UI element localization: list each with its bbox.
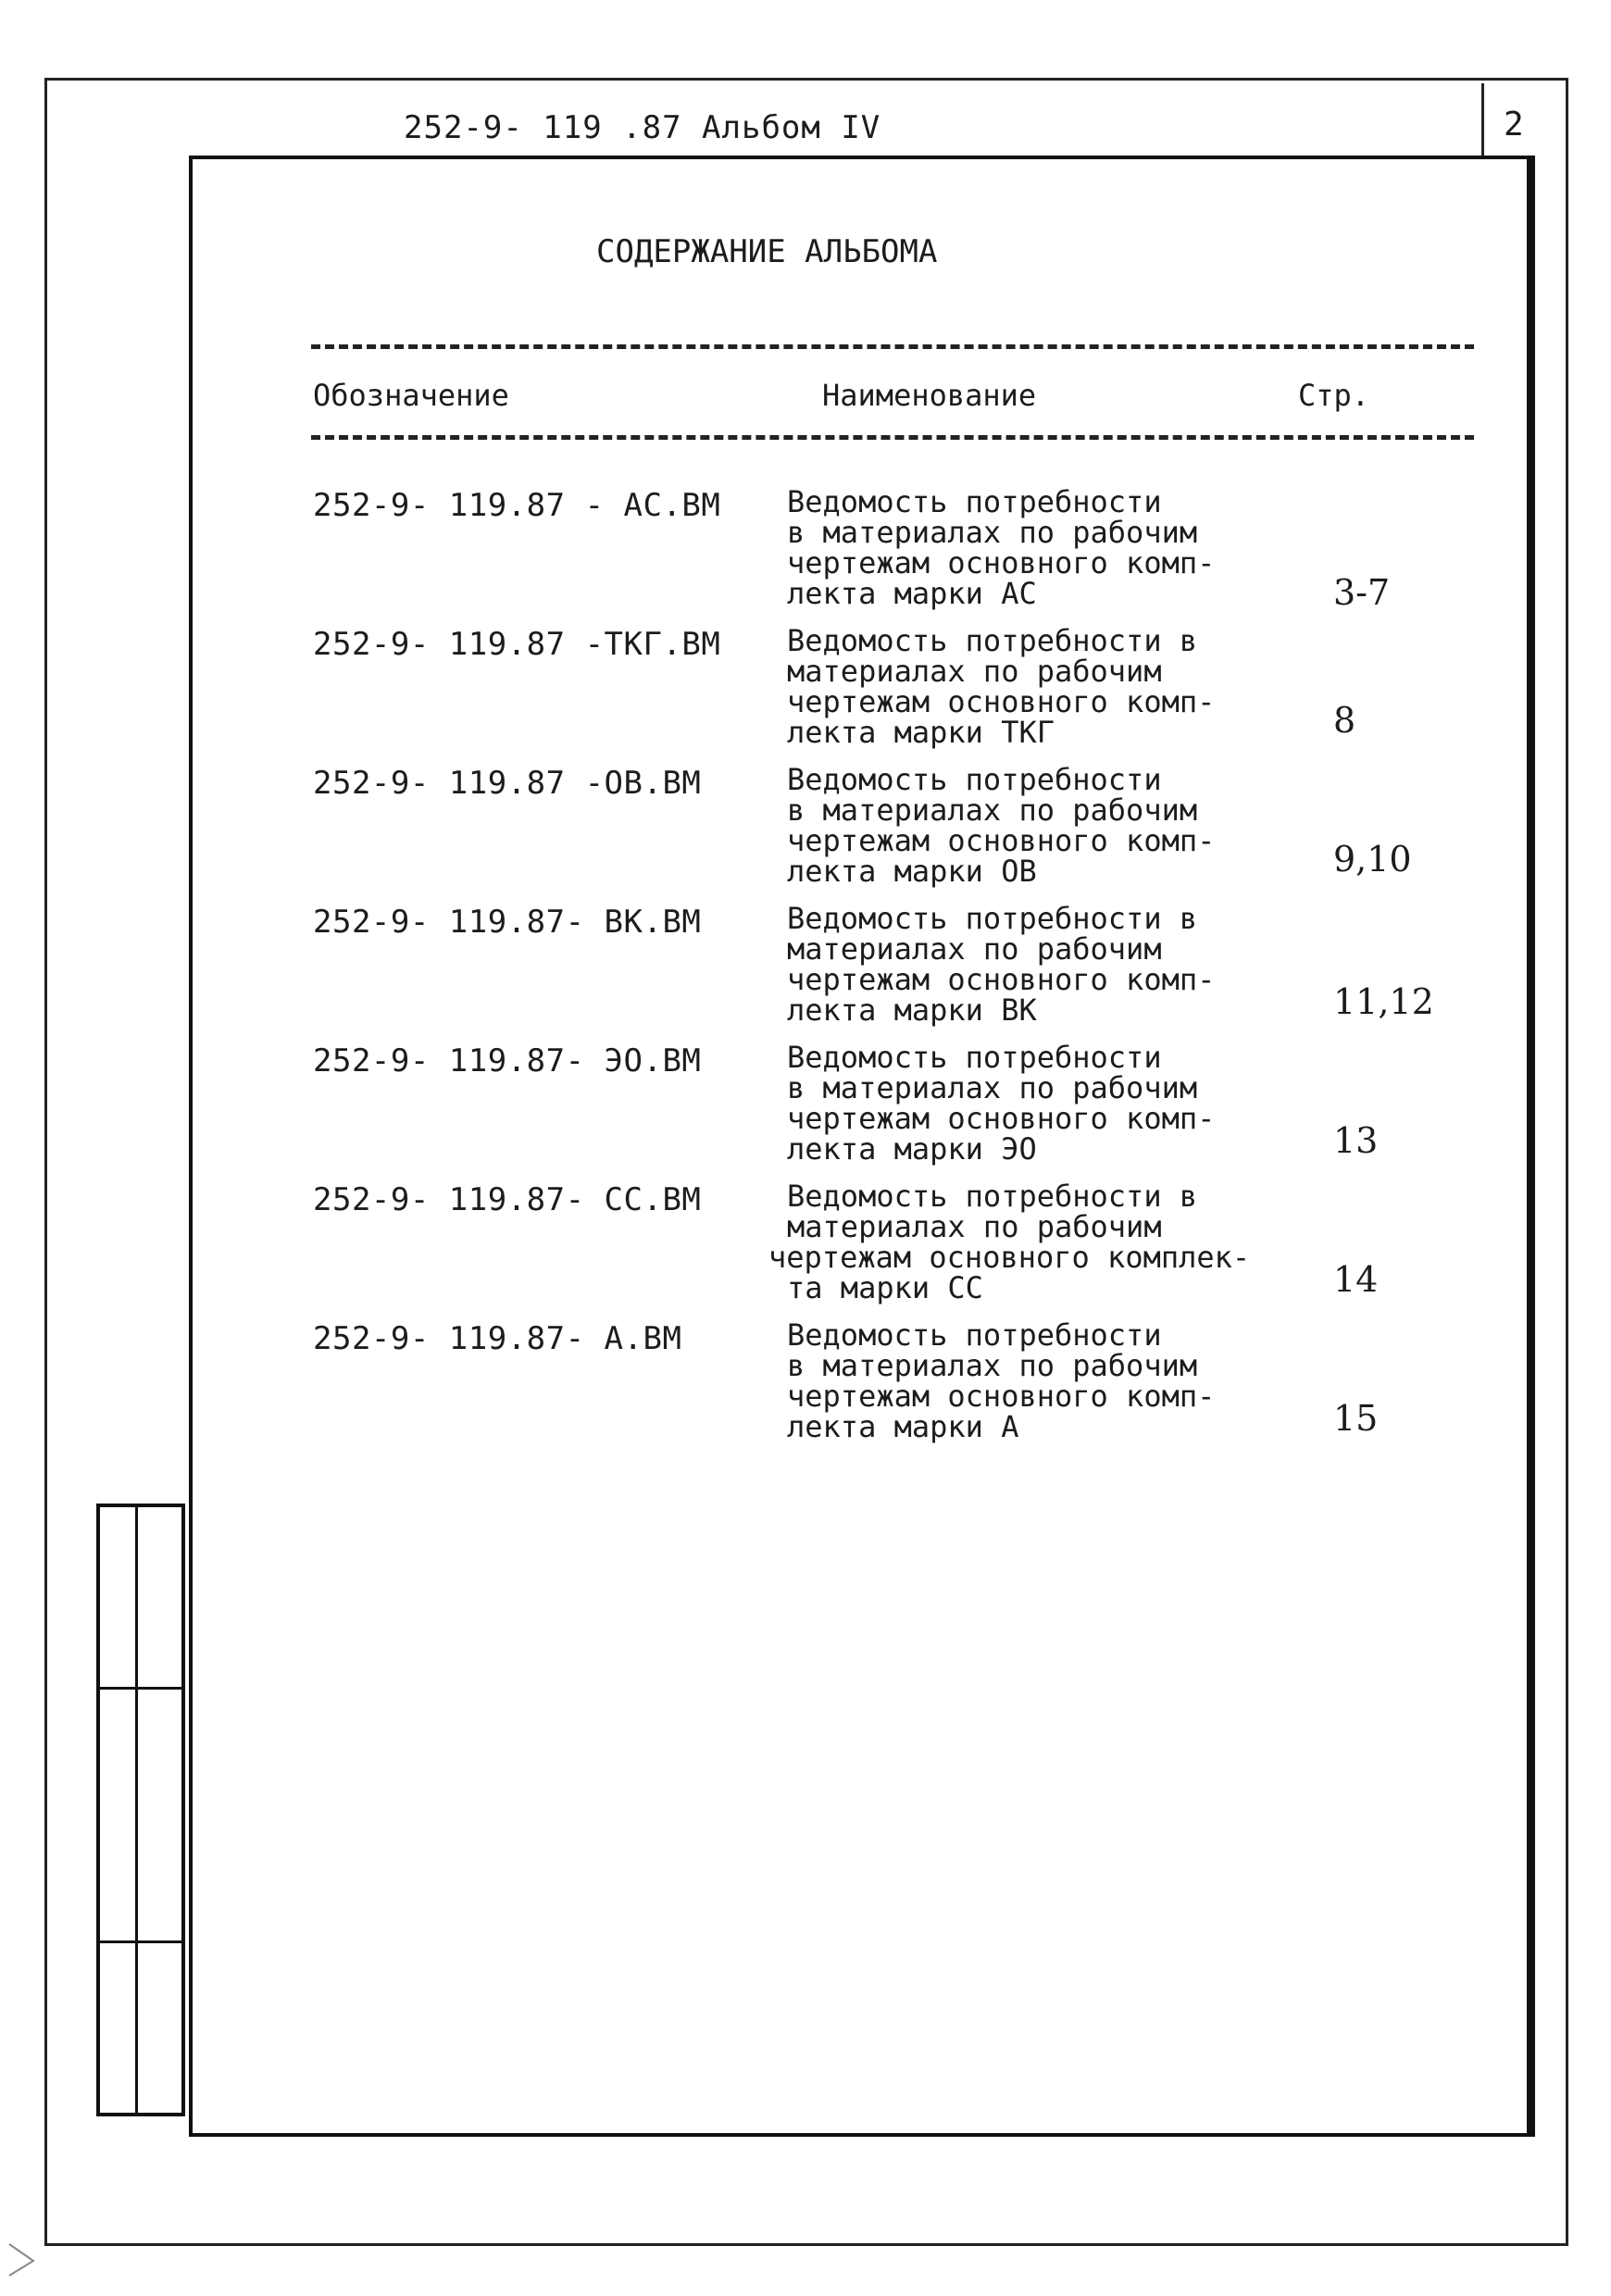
table-row <box>0 623 1611 765</box>
row-name-line: лекта марки ОВ <box>787 854 1037 889</box>
row-name-line: лекта марки ТКГ <box>787 715 1055 750</box>
row-name-line: чертежам основного комп- <box>787 684 1216 719</box>
row-designation: 252-9- 119.87 -ОВ.ВМ <box>313 765 702 802</box>
row-designation: 252-9- 119.87- А.ВМ <box>313 1320 682 1357</box>
sheet-number: 2 <box>1504 106 1524 144</box>
row-page: 3-7 <box>1333 572 1391 613</box>
row-name-line: лекта марки ВК <box>787 992 1037 1028</box>
page-title: СОДЕРЖАНИЕ АЛЬБОМА <box>596 233 938 270</box>
row-name <box>787 901 1305 1028</box>
table-row <box>0 1042 1611 1181</box>
row-name-line: в материалах по рабочим <box>787 1348 1198 1383</box>
row-name-line: чертежам основного комп- <box>787 962 1216 997</box>
row-name-line: Ведомость потребности в <box>787 1179 1198 1214</box>
row-name-line: в материалах по рабочим <box>787 515 1198 550</box>
table-row <box>0 762 1611 904</box>
row-name-line: Ведомость потребности в <box>787 901 1198 936</box>
row-name <box>787 623 1305 750</box>
fold-mark-icon <box>6 2240 43 2277</box>
row-designation: 252-9- 119.87- ЭО.ВМ <box>313 1042 702 1079</box>
column-header-name: Наименование <box>822 378 1037 413</box>
side-stamp-block <box>96 1504 185 2116</box>
row-name-line: чертежам основного комп- <box>787 1101 1216 1136</box>
row-name-line: Ведомость потребности <box>787 1040 1162 1075</box>
row-name <box>787 762 1305 889</box>
table-row <box>0 1317 1611 1459</box>
row-name-line: та марки СС <box>787 1270 983 1305</box>
row-name-line: Ведомость потребности <box>787 484 1162 519</box>
row-name-line: материалах по рабочим <box>787 654 1162 689</box>
row-page: 14 <box>1333 1259 1379 1300</box>
row-name-line: чертежам основного комп- <box>787 545 1216 580</box>
album-code: 252-9- 119 .87 Альбом IV <box>404 109 881 146</box>
stamp-divider <box>100 1940 181 1943</box>
row-name <box>787 1317 1305 1444</box>
row-name <box>768 1181 1287 1304</box>
row-designation: 252-9- 119.87 - АС.ВМ <box>313 487 721 524</box>
column-header-page: Стр. <box>1298 378 1370 413</box>
stamp-vertical-line <box>135 1507 138 2113</box>
row-name-line: лекта марки ЭО <box>787 1131 1037 1167</box>
table-row <box>0 901 1611 1042</box>
row-name-line: чертежам основного комп- <box>787 823 1216 858</box>
row-name-line: Ведомость потребности <box>787 762 1162 797</box>
row-name <box>787 484 1305 611</box>
row-name-line: лекта марки АС <box>787 576 1037 611</box>
stamp-divider <box>100 1687 181 1690</box>
row-name-line: Ведомость потребности в <box>787 623 1198 658</box>
sheet-number-box <box>1481 83 1567 156</box>
column-header-designation: Обозначение <box>313 378 509 413</box>
row-name-line: в материалах по рабочим <box>787 792 1198 828</box>
row-page: 13 <box>1333 1120 1379 1161</box>
row-designation: 252-9- 119.87 -ТКГ.ВМ <box>313 626 721 663</box>
header-divider-bottom <box>311 435 1474 440</box>
row-designation: 252-9- 119.87- ВК.ВМ <box>313 904 702 941</box>
header-divider-top <box>311 344 1474 349</box>
table-row <box>0 1181 1611 1320</box>
row-page: 9,10 <box>1333 839 1412 880</box>
row-page: 15 <box>1333 1398 1379 1439</box>
row-name-line: Ведомость потребности <box>787 1317 1162 1353</box>
table-row <box>0 484 1611 626</box>
row-name-line: чертежам основного комп- <box>787 1379 1216 1414</box>
row-name-line: в материалах по рабочим <box>787 1070 1198 1105</box>
row-name-line: лекта марки А <box>787 1409 1019 1444</box>
row-name-line: материалах по рабочим <box>787 931 1162 967</box>
row-name-line: материалах по рабочим <box>787 1209 1162 1244</box>
row-page: 8 <box>1333 700 1356 741</box>
row-designation: 252-9- 119.87- СС.ВМ <box>313 1181 702 1218</box>
row-name-line: чертежам основного комплек- <box>768 1240 1251 1275</box>
row-page: 11,12 <box>1333 981 1434 1022</box>
row-name <box>787 1042 1305 1165</box>
